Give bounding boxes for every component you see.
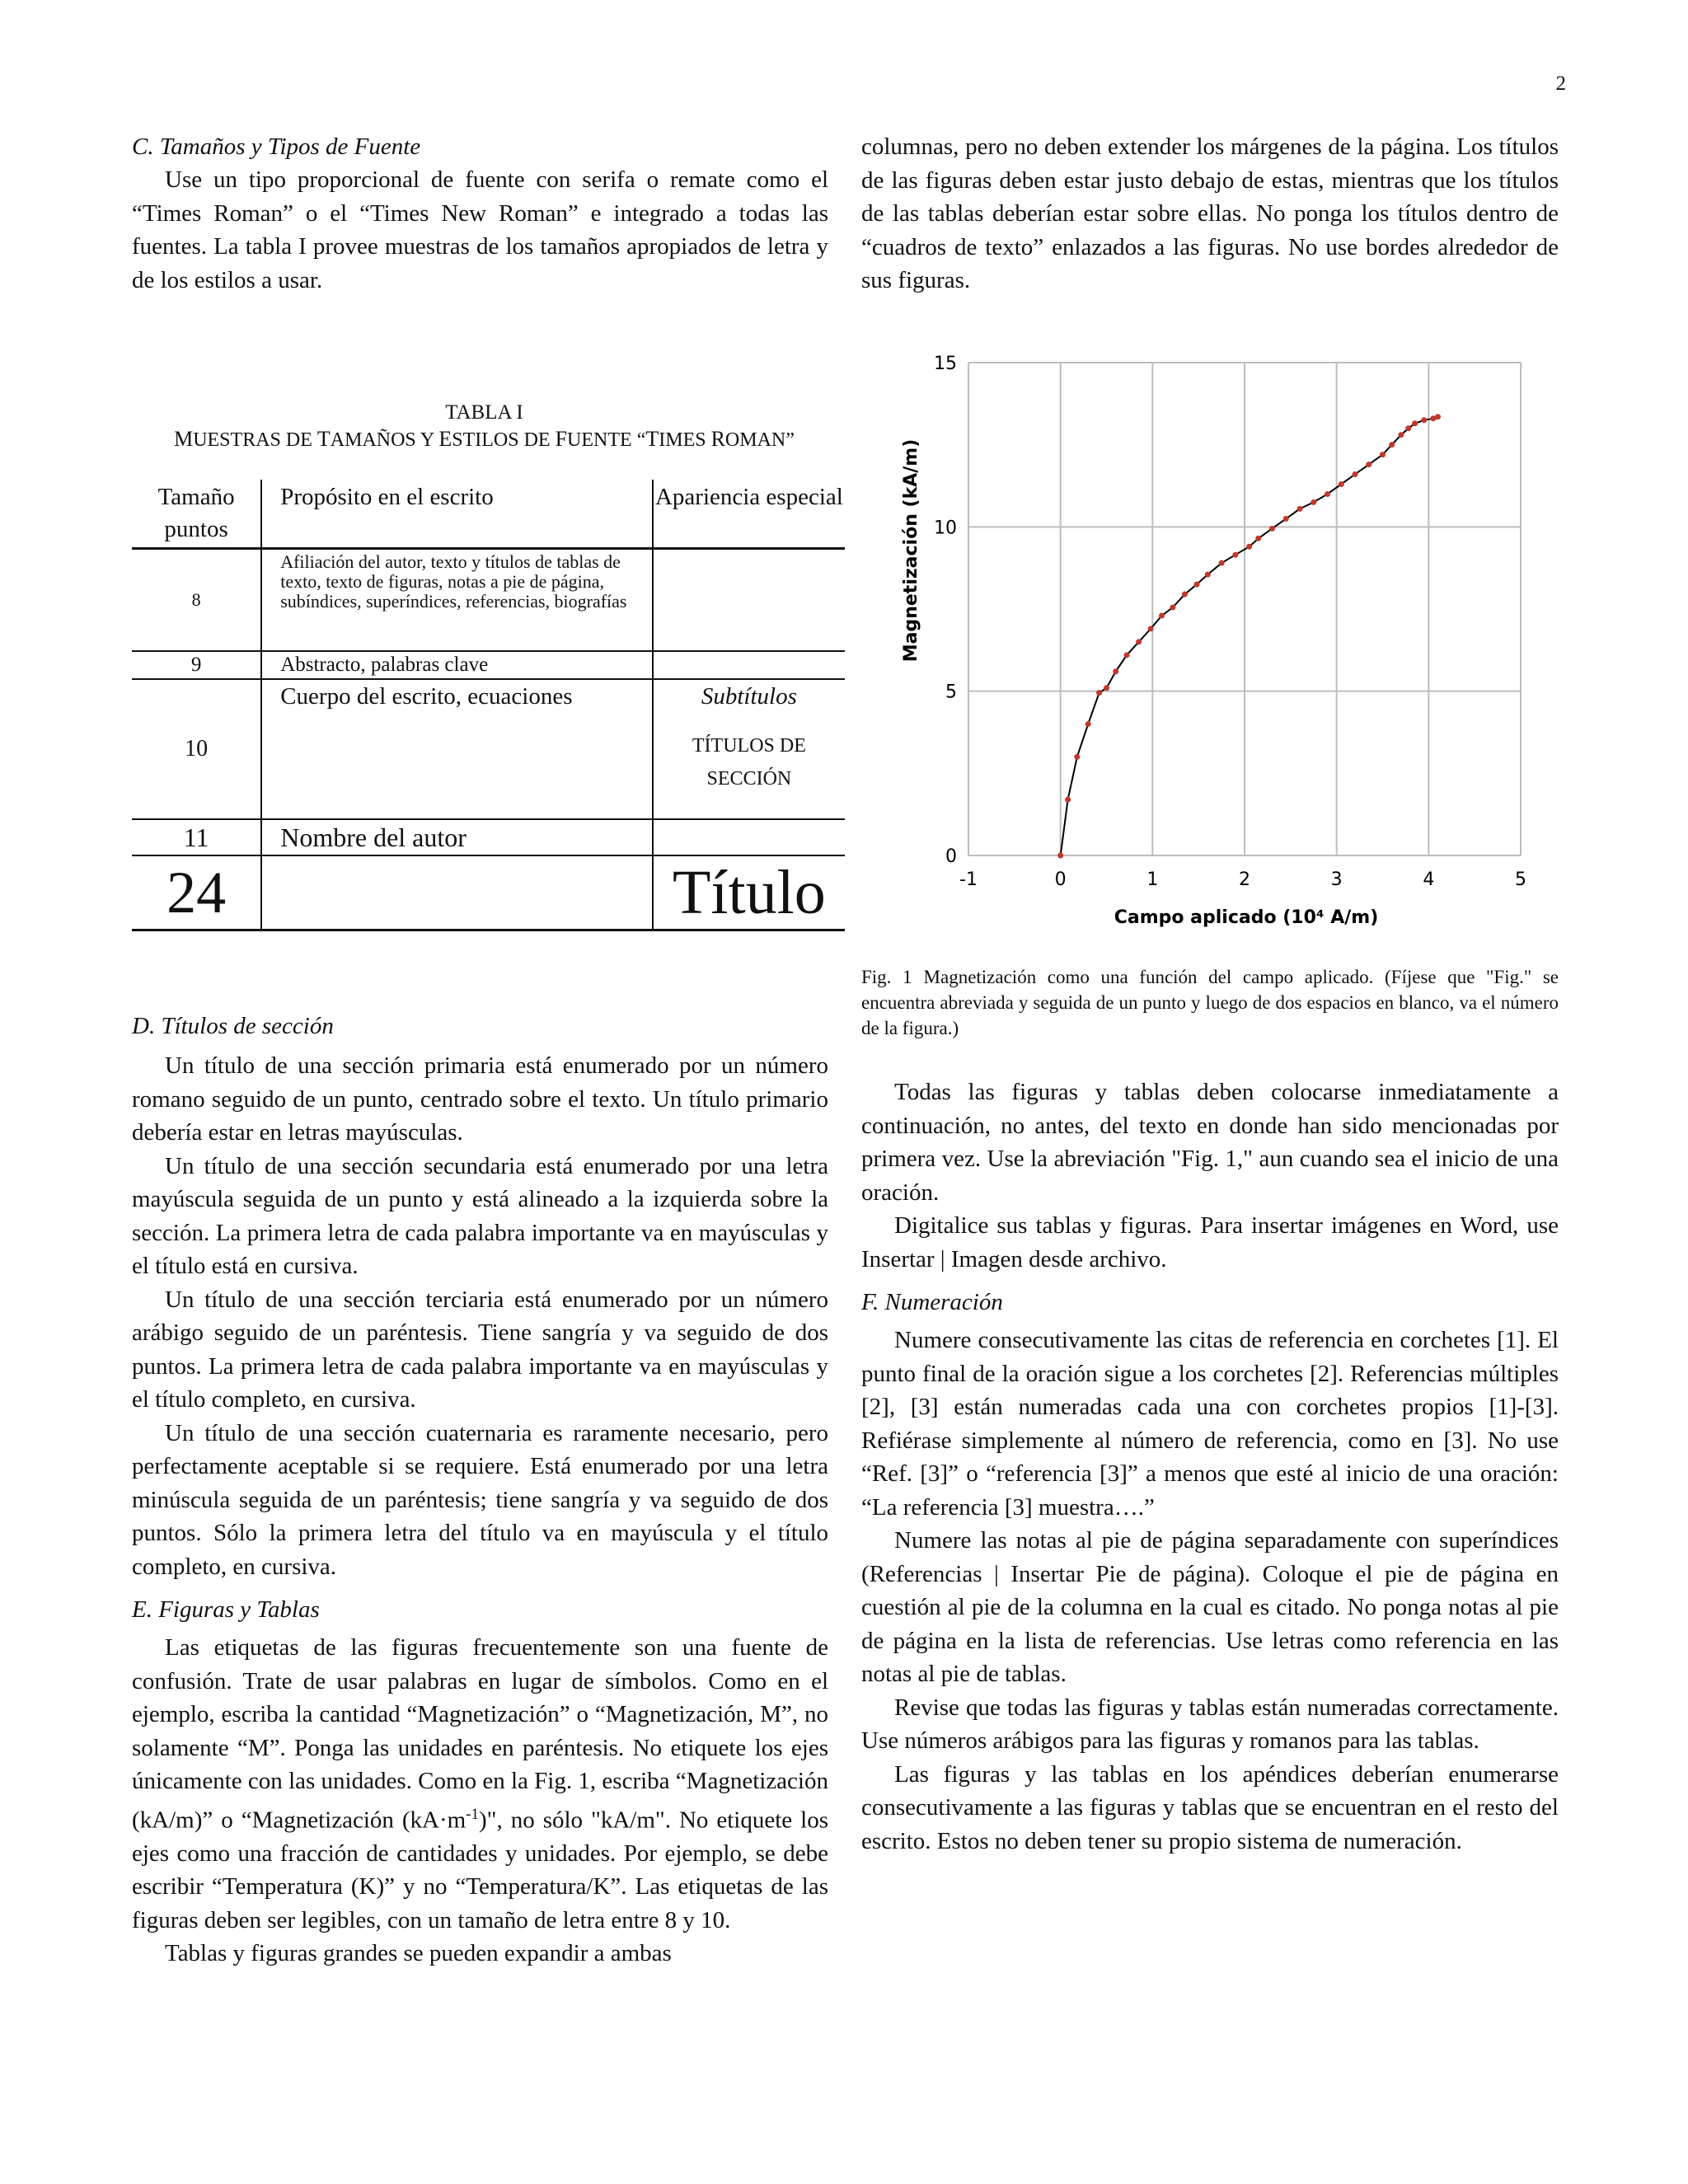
data-point [1246, 544, 1252, 550]
data-point [1366, 462, 1372, 467]
data-point [1297, 506, 1303, 512]
header-size: Tamaño puntos [132, 480, 261, 549]
magnetization-chart [857, 338, 1566, 940]
table-caption: MUESTRAS DE TAMAÑOS Y ESTILOS DE FUENTE “TIMES ROMAN” [174, 427, 795, 451]
data-point [1057, 853, 1063, 859]
chart-x-axis-label: Campo aplicado (10⁴ A/m) [1114, 907, 1379, 928]
data-point [1389, 442, 1395, 448]
row-size-11: 11 [132, 819, 261, 855]
data-point [1124, 652, 1130, 658]
x-tick-label: 2 [1239, 869, 1250, 890]
row-purpose-11: Nombre del autor [261, 819, 653, 855]
chart-series-line [1061, 417, 1438, 855]
data-point [1412, 420, 1418, 426]
right-body-paragraph-1: Todas las figuras y tablas deben colocarse inmediatamente a continuación, no antes, del texto en donde han sido mencionadas por primera vez. Use la abreviación "Fig. 1," aun cuando sea el inicio de una oración. [861, 1079, 1559, 1206]
table-label: TABLA I [445, 401, 523, 424]
data-point [1405, 425, 1411, 431]
right-body-paragraph-2: Digitalice sus tablas y figuras. Para insertar imágenes en Word, use Insertar | Imagen desde archivo. [861, 1212, 1559, 1272]
row-purpose-8: Afiliación del autor, texto y títulos de tablas de texto, texto de figuras, notas a pie de página, subíndices, superíndices, referencias, biografías [261, 549, 653, 652]
x-tick-label: 0 [1054, 869, 1067, 890]
data-point [1065, 797, 1071, 803]
data-point [1269, 526, 1275, 532]
y-tick-label: 0 [945, 846, 957, 867]
y-tick-label: 15 [934, 354, 957, 374]
data-point [1255, 536, 1261, 541]
row-special-10 [653, 679, 845, 819]
x-tick-label: 4 [1423, 869, 1435, 890]
row-size-24: 24 [132, 855, 261, 930]
row-special-9 [653, 651, 845, 679]
section-d-paragraph-3: Un título de una sección terciaria está enumerado por un número arábigo seguido de un paréntesis. Tiene sangría y va seguido de dos puntos. La primera letra de cada palabra importante va en mayúsculas y el título completo, en cursiva. [132, 1286, 828, 1413]
section-titles-sample: TÍTULOS DE SECCIÓN [692, 735, 806, 790]
section-d-paragraph-1: Un título de una sección primaria está enumerado por un número romano seguido de un punto, centrado sobre el texto. Un título primario debería estar en letras mayúsculas. [132, 1052, 828, 1146]
data-point [1182, 592, 1188, 598]
section-f-paragraph-2: Numere las notas al pie de página separadamente con superíndices (Referencias | Insertar Pie de página). Coloque el pie de página en cuestión al pie de la columna en la cual es citado. No ponga notas al pie de página en la lista de referencias. Use letras como referencia en las notas al pie de tablas. [861, 1527, 1559, 1687]
section-f-paragraph-3: Revise que todas las figuras y tablas están numeradas correctamente. Use números arábigos para las figuras y romanos para las tablas. [861, 1694, 1559, 1754]
table-row [132, 679, 845, 819]
section-d-heading: D. Títulos de sección [132, 1013, 334, 1039]
x-tick-label: 3 [1330, 869, 1343, 890]
section-f-paragraph-4: Las figuras y las tablas en los apéndices deberían enumerarse consecutivamente a las figuras y tablas que se encuentran en el resto del escrito. Estos no deben tener su propio sistema de numeración. [861, 1760, 1559, 1854]
data-point [1421, 417, 1427, 423]
chart-points [1057, 414, 1441, 858]
data-point [1339, 481, 1344, 487]
left-lower-column [132, 1010, 828, 1971]
row-size-10: 10 [132, 679, 261, 819]
data-point [1085, 721, 1091, 727]
chart-tick-labels [934, 354, 1526, 890]
figure-caption-text: Magnetización como una función del campo aplicado. (Fíjese que "Fig." se encuentra abreviada y seguida de un punto y luego de dos espacios en blanco, va el número de la figura.) [861, 967, 1559, 1038]
y-tick-label: 10 [934, 518, 957, 539]
subtitles-sample: Subtítulos [701, 683, 797, 710]
row-special-8 [653, 549, 845, 652]
data-point [1435, 414, 1441, 419]
table-row [132, 549, 845, 652]
section-e-heading: E. Figuras y Tablas [132, 1596, 320, 1623]
section-f-paragraph-1: Numere consecutivamente las citas de referencia en corchetes [1]. El punto final de la oración sigue a los corchetes [2]. Referencias múltiples [2], [3] están numeradas cada una con corchetes propios [1]-[3]. Refiérase simplemente al número de referencia, como en [3]. No use “Ref. [3]” o “referencia [3]” a menos que esté al inicio de una oración: “La referencia [3] muestra….” [861, 1327, 1559, 1521]
row-purpose-24 [261, 855, 653, 930]
data-point [1096, 690, 1102, 696]
table-row [132, 819, 845, 855]
right-top-paragraph: columnas, pero no deben extender los márgenes de la página. Los títulos de las figuras deben estar justo debajo de estas, mientras que los títulos de las tablas deberían estar sobre ellas. No ponga los títulos dentro de “cuadros de texto” enlazados a las figuras. No use bordes alrededor de sus figuras. [861, 134, 1559, 293]
chart-y-axis-label: Magnetización (kA/m) [901, 438, 921, 663]
table-header-row [132, 480, 845, 549]
figure-caption [861, 964, 1559, 1041]
section-e-paragraph-2: Tablas y figuras grandes se pueden expandir a ambas [165, 1940, 672, 1967]
header-special: Apariencia especial [653, 480, 845, 549]
data-point [1219, 560, 1225, 566]
row-purpose-9: Abstracto, palabras clave [261, 651, 653, 679]
header-purpose: Propósito en el escrito [261, 480, 653, 549]
figure-caption-label: Fig. 1 [861, 967, 912, 987]
section-d-paragraph-2: Un título de una sección secundaria está enumerado por una letra mayúscula seguida de un punto y está alineado a la izquierda sobre la sección. La primera letra de cada palabra importante va en mayúsculas y el título está en cursiva. [132, 1152, 828, 1279]
row-special-11 [653, 819, 845, 855]
x-tick-label: -1 [959, 869, 978, 890]
data-point [1159, 612, 1165, 618]
table-row [132, 855, 845, 930]
row-special-24: Título [653, 855, 845, 930]
x-tick-label: 5 [1515, 869, 1526, 890]
data-point [1074, 754, 1080, 760]
data-point [1193, 582, 1199, 588]
row-size-8: 8 [132, 549, 261, 652]
section-c [132, 130, 828, 297]
data-point [1232, 552, 1238, 558]
row-purpose-10: Cuerpo del escrito, ecuaciones [261, 679, 653, 819]
data-point [1283, 516, 1289, 522]
data-point [1398, 432, 1404, 438]
right-lower-column [861, 1076, 1559, 1858]
right-top-text-block [861, 130, 1559, 298]
row-size-9: 9 [132, 651, 261, 679]
x-tick-label: 1 [1146, 869, 1159, 890]
table-row [132, 651, 845, 679]
data-point [1353, 471, 1358, 477]
section-c-paragraph: Use un tipo proporcional de fuente con serifa o remate como el “Times Roman” o el “Times New Roman” e integrado a todas las fuentes. La tabla I provee muestras de los tamaños apropiados de letra y de los estilos a usar. [132, 166, 828, 293]
data-point [1205, 572, 1211, 578]
data-point [1113, 668, 1118, 674]
section-d-paragraph-4: Un título de una sección cuaternaria es raramente necesario, pero perfectamente aceptable si se requiere. Está enumerado por una letra minúscula seguida de un paréntesis; tiene sangría y va seguido de dos puntos. Sólo la primera letra del título va en mayúscula y el título completo, en cursiva. [132, 1419, 828, 1580]
font-size-table [132, 480, 845, 931]
data-point [1311, 499, 1316, 505]
data-point [1148, 626, 1154, 631]
data-point [1380, 452, 1386, 457]
section-f-heading: F. Numeración [861, 1289, 1003, 1315]
page-number: 2 [1555, 73, 1566, 95]
section-c-heading: C. Tamaños y Tipos de Fuente [132, 134, 421, 160]
y-tick-label: 5 [945, 682, 957, 703]
section-e-paragraph-1: Las etiquetas de las figuras frecuentemente son una fuente de confusión. Trate de usar palabras en lugar de símbolos. Como en el ejemplo, escriba la cantidad “Magnetización” o “Magnetización, M”, no solamente “M”. Ponga las unidades en paréntesis. No etiquete los ejes únicamente con las unidades. Como en la Fig. 1, escriba “Magnetización (kA/m)” o “Magnetización $(kA\cdot m^{-1})$", no sólo "kA/m". No etiquete los ejes como una fracción de cantidades y unidades. Por ejemplo, se debe escribir “Temperatura (K)” y no “Temperatura/K”. Las etiquetas de las figuras deben ser legibles, con un tamaño de letra entre 8 y 10. [132, 1634, 828, 1933]
data-point [1170, 605, 1175, 611]
chart-grid [968, 363, 1521, 855]
data-point [1325, 491, 1330, 497]
data-point [1104, 685, 1109, 691]
data-point [1136, 639, 1142, 644]
